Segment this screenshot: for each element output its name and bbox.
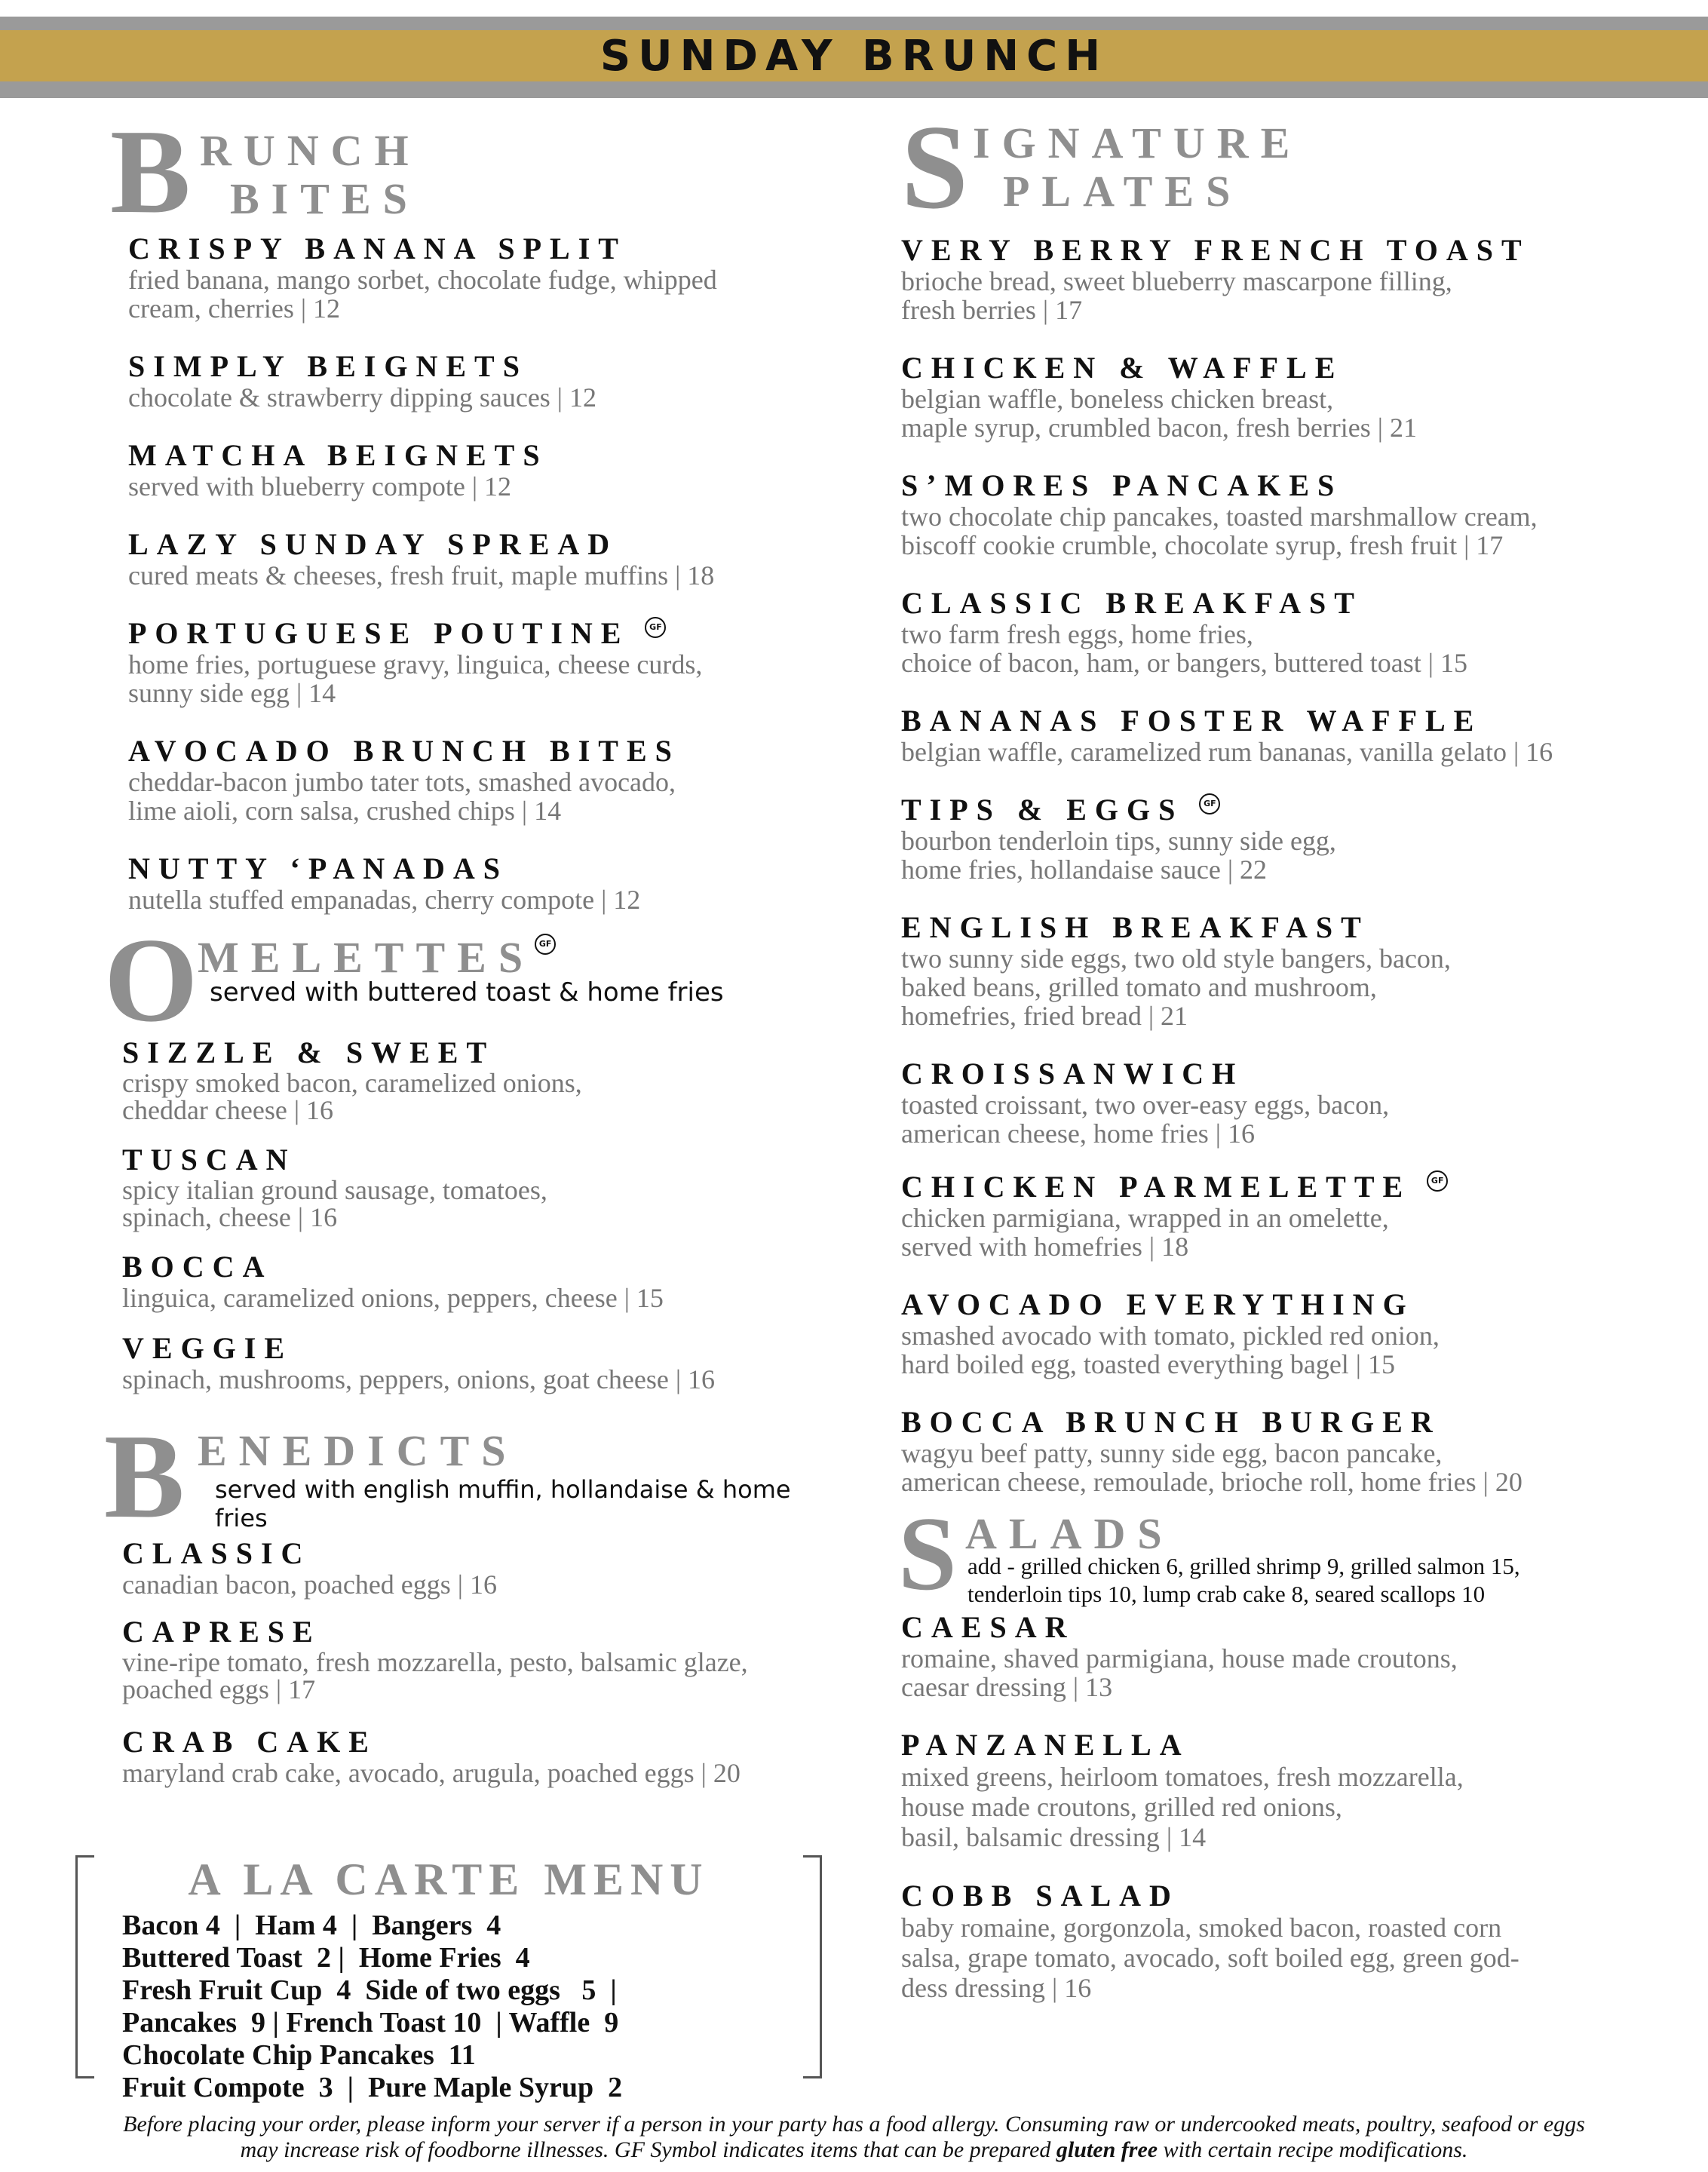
menu-item — [122, 1726, 829, 1787]
menu-item — [128, 439, 829, 501]
item-description: chicken parmigiana, wrapped in an omelette, served with homefries | 18 — [901, 1203, 1389, 1262]
menu-item — [122, 1332, 829, 1394]
item-description: linguica, caramelized onions, peppers, cheese | 15 — [122, 1283, 664, 1313]
a-la-carte-line: Bacon 4 | Ham 4 | Bangers 4 — [122, 1910, 501, 1941]
item-name: MATCHA BEIGNETS — [128, 438, 548, 472]
menu-item — [122, 1537, 829, 1599]
drop-cap: B — [104, 1409, 185, 1543]
menu-item — [901, 1879, 1670, 2003]
menu-item — [901, 1611, 1670, 1701]
item-description: belgian waffle, caramelized rum bananas, vanilla gelato | 16 — [901, 737, 1553, 767]
heading-line-2: BITES — [230, 174, 419, 223]
item-description: cured meats & cheeses, fresh fruit, maple muffins | 18 — [128, 560, 715, 591]
drop-cap: O — [104, 913, 198, 1047]
a-la-carte-line: Fresh Fruit Cup 4 Side of two eggs 5 | — [122, 1974, 617, 2006]
item-description: served with blueberry compote | 12 — [128, 471, 512, 502]
header-band — [0, 30, 1708, 81]
section-subtitle: served with buttered toast & home fries — [210, 977, 724, 1008]
item-description: canadian bacon, poached eggs | 16 — [122, 1569, 498, 1600]
signature-plates-list — [901, 234, 1670, 1496]
item-description: two chocolate chip pancakes, toasted marshmallow cream, biscoff cookie crumble, chocolate syrup, fresh fruit | 17 — [901, 502, 1538, 560]
item-name: CHICKEN PARMELETTE — [901, 1170, 1412, 1204]
menu-item — [122, 1036, 829, 1124]
heading-line-1: ALADS — [965, 1509, 1174, 1558]
item-name: CRAB CAKE — [122, 1725, 377, 1759]
left-column — [104, 104, 829, 1788]
item-description: maryland crab cake, avocado, arugula, poached eggs | 20 — [122, 1758, 741, 1788]
item-description: cheddar-bacon jumbo tater tots, smashed avocado, lime aioli, corn salsa, crushed chips | 14 — [128, 767, 676, 826]
item-description: nutella stuffed empanadas, cherry compote | 12 — [128, 885, 641, 915]
right-column — [898, 100, 1670, 2003]
allergy-disclaimer — [45, 2112, 1663, 2163]
item-name: CHICKEN & WAFFLE — [901, 351, 1344, 385]
disclaimer-text: may increase risk of foodborne illnesses. GF Symbol indicates items that can be prepared — [240, 2137, 1056, 2162]
menu-item — [122, 1143, 829, 1231]
menu-item — [901, 1406, 1670, 1496]
menu-item — [122, 1250, 829, 1312]
menu-item — [901, 911, 1670, 1030]
item-name: AVOCADO EVERYTHING — [901, 1287, 1415, 1321]
menu-item — [128, 852, 829, 914]
header-band-bottom — [0, 81, 1708, 98]
heading-line-1: RUNCH — [200, 126, 421, 175]
menu-item — [128, 232, 829, 323]
item-description: toasted croissant, two over-easy eggs, bacon, american cheese, home fries | 16 — [901, 1090, 1390, 1149]
menu-item — [901, 351, 1670, 442]
item-name-row — [128, 617, 829, 650]
item-description: bourbon tenderloin tips, sunny side egg, home fries, hollandaise sauce | 22 — [901, 826, 1336, 885]
disclaimer-line-1: Before placing your order, please inform your server if a person in your party has a food allergy. Consuming raw or undercooked meats, poultry, seafood or eggs — [123, 2112, 1585, 2137]
item-description: romaine, shaved parmigiana, house made croutons, caesar dressing | 13 — [901, 1643, 1458, 1702]
item-description: spinach, mushrooms, peppers, onions, goat cheese | 16 — [122, 1364, 716, 1394]
section-subtitle: served with english muffin, hollandaise & home fries — [215, 1475, 791, 1532]
a-la-carte-line: Pancakes 9 | French Toast 10 | Waffle 9 — [122, 2007, 619, 2039]
item-name: VEGGIE — [122, 1331, 293, 1365]
item-name: PORTUGUESE POUTINE — [128, 616, 630, 650]
menu-item — [901, 469, 1670, 560]
item-name-row — [901, 1170, 1670, 1204]
item-name: ENGLISH BREAKFAST — [901, 910, 1369, 944]
header-band-top — [0, 17, 1708, 30]
item-description: mixed greens, heirloom tomatoes, fresh mozzarella, house made croutons, grilled red onions, basil, balsamic dressing | 14 — [901, 1762, 1464, 1852]
item-name: TIPS & EGGS — [901, 793, 1184, 827]
menu-item — [128, 617, 829, 707]
section-heading-signature-plates — [901, 100, 1670, 234]
item-name: BOCCA — [122, 1250, 273, 1284]
section-heading-benedicts — [104, 1409, 829, 1543]
a-la-carte-title: A LA CARTE MENU — [188, 1854, 710, 1904]
item-description: chocolate & strawberry dipping sauces | 12 — [128, 382, 597, 413]
omelettes-list — [106, 1036, 829, 1394]
item-name-row — [901, 793, 1670, 827]
a-la-carte-box — [75, 1854, 822, 2103]
menu-item — [901, 1729, 1670, 1852]
menu-item — [122, 1615, 829, 1703]
brunch-bites-list — [106, 232, 829, 914]
item-name: BOCCA BRUNCH BURGER — [901, 1405, 1441, 1439]
item-description: vine-ripe tomato, fresh mozzarella, pesto, balsamic glaze, poached eggs | 17 — [122, 1647, 748, 1704]
item-name: CLASSIC BREAKFAST — [901, 586, 1363, 620]
item-description: brioche bread, sweet blueberry mascarpone filling, fresh berries | 17 — [901, 266, 1452, 325]
menu-item — [901, 587, 1670, 677]
gluten-free-icon: GF — [1427, 1170, 1448, 1192]
menu-item — [901, 793, 1670, 884]
item-description: wagyu beef patty, sunny side egg, bacon pancake, american cheese, remoulade, brioche roll, home fries | 20 — [901, 1438, 1522, 1497]
drop-cap: S — [901, 100, 968, 234]
drop-cap: S — [898, 1496, 957, 1612]
salads-list — [901, 1611, 1670, 2003]
item-name: CLASSIC — [122, 1536, 311, 1570]
item-description: crispy smoked bacon, caramelized onions, cheddar cheese | 16 — [122, 1068, 582, 1125]
gluten-free-icon: GF — [1199, 793, 1220, 814]
item-description: two farm fresh eggs, home fries, choice of bacon, ham, or bangers, buttered toast | 15 — [901, 619, 1467, 678]
item-description: spicy italian ground sausage, tomatoes, spinach, cheese | 16 — [122, 1175, 547, 1232]
item-name: AVOCADO BRUNCH BITES — [128, 734, 680, 768]
heading-line-2: PLATES — [1003, 167, 1243, 216]
item-name: S’MORES PANCAKES — [901, 468, 1343, 502]
item-name: CAPRESE — [122, 1615, 321, 1649]
section-heading-omelettes — [104, 913, 829, 1047]
menu-item — [901, 1057, 1670, 1148]
drop-cap: B — [110, 104, 191, 238]
section-heading-salads — [898, 1496, 1670, 1612]
heading-line-1 — [198, 934, 556, 982]
menu-item — [901, 1170, 1670, 1261]
gluten-free-icon: GF — [535, 934, 556, 955]
item-name: BANANAS FOSTER WAFFLE — [901, 704, 1483, 738]
benedicts-list — [106, 1537, 829, 1787]
salads-add-ons: add - grilled chicken 6, grilled shrimp 9, grilled salmon 15, tenderloin tips 10, lump crab cake 8, seared scallops 10 — [967, 1553, 1520, 1607]
menu-item — [128, 350, 829, 412]
item-name: CRISPY BANANA SPLIT — [128, 232, 627, 265]
item-name: PANZANELLA — [901, 1728, 1190, 1762]
disclaimer-text: with certain recipe modifications. — [1158, 2137, 1468, 2162]
menu-item — [901, 704, 1670, 766]
item-name: VERY BERRY FRENCH TOAST — [901, 233, 1530, 267]
menu-item — [128, 735, 829, 825]
item-name: SIMPLY BEIGNETS — [128, 349, 528, 383]
heading-text: MELETTES — [198, 933, 535, 982]
item-name: CROISSANWICH — [901, 1057, 1244, 1091]
a-la-carte-line: Buttered Toast 2 | Home Fries 4 — [122, 1942, 530, 1974]
item-name: SIZZLE & SWEET — [122, 1035, 495, 1069]
disclaimer-line-2 — [45, 2137, 1663, 2163]
menu-item — [128, 528, 829, 590]
gluten-free-icon: GF — [645, 617, 666, 638]
a-la-carte-lines — [122, 1910, 622, 2104]
item-description: two sunny side eggs, two old style bangers, bacon, baked beans, grilled tomato and mushroom, homefries, fried bread | 21 — [901, 943, 1451, 1031]
gluten-free-emphasis: gluten free — [1056, 2137, 1158, 2162]
item-name: LAZY SUNDAY SPREAD — [128, 527, 618, 561]
section-heading-brunch-bites — [106, 104, 829, 238]
item-name: COBB SALAD — [901, 1879, 1179, 1913]
heading-line-1: ENEDICTS — [198, 1426, 518, 1475]
a-la-carte-line: Fruit Compote 3 | Pure Maple Syrup 2 — [122, 2072, 623, 2103]
menu-title: SUNDAY BRUNCH — [599, 31, 1109, 81]
item-description: home fries, portuguese gravy, linguica, cheese curds, sunny side egg | 14 — [128, 649, 703, 708]
item-description: belgian waffle, boneless chicken breast, maple syrup, crumbled bacon, fresh berries | 21 — [901, 384, 1417, 443]
item-description: smashed avocado with tomato, pickled red onion, hard boiled egg, toasted everything bagel | 15 — [901, 1321, 1440, 1379]
menu-item — [901, 1288, 1670, 1379]
item-name: CAESAR — [901, 1610, 1075, 1644]
item-name: TUSCAN — [122, 1143, 296, 1176]
heading-line-1: IGNATURE — [973, 118, 1302, 167]
a-la-carte-line: Chocolate Chip Pancakes 11 — [122, 2039, 476, 2071]
menu-item — [901, 234, 1670, 324]
item-description: fried banana, mango sorbet, chocolate fudge, whipped cream, cherries | 12 — [128, 265, 717, 324]
item-name: NUTTY ‘PANADAS — [128, 851, 508, 885]
item-description: baby romaine, gorgonzola, smoked bacon, roasted corn salsa, grape tomato, avocado, soft boiled egg, green god- dess dressing | 16 — [901, 1913, 1519, 2003]
